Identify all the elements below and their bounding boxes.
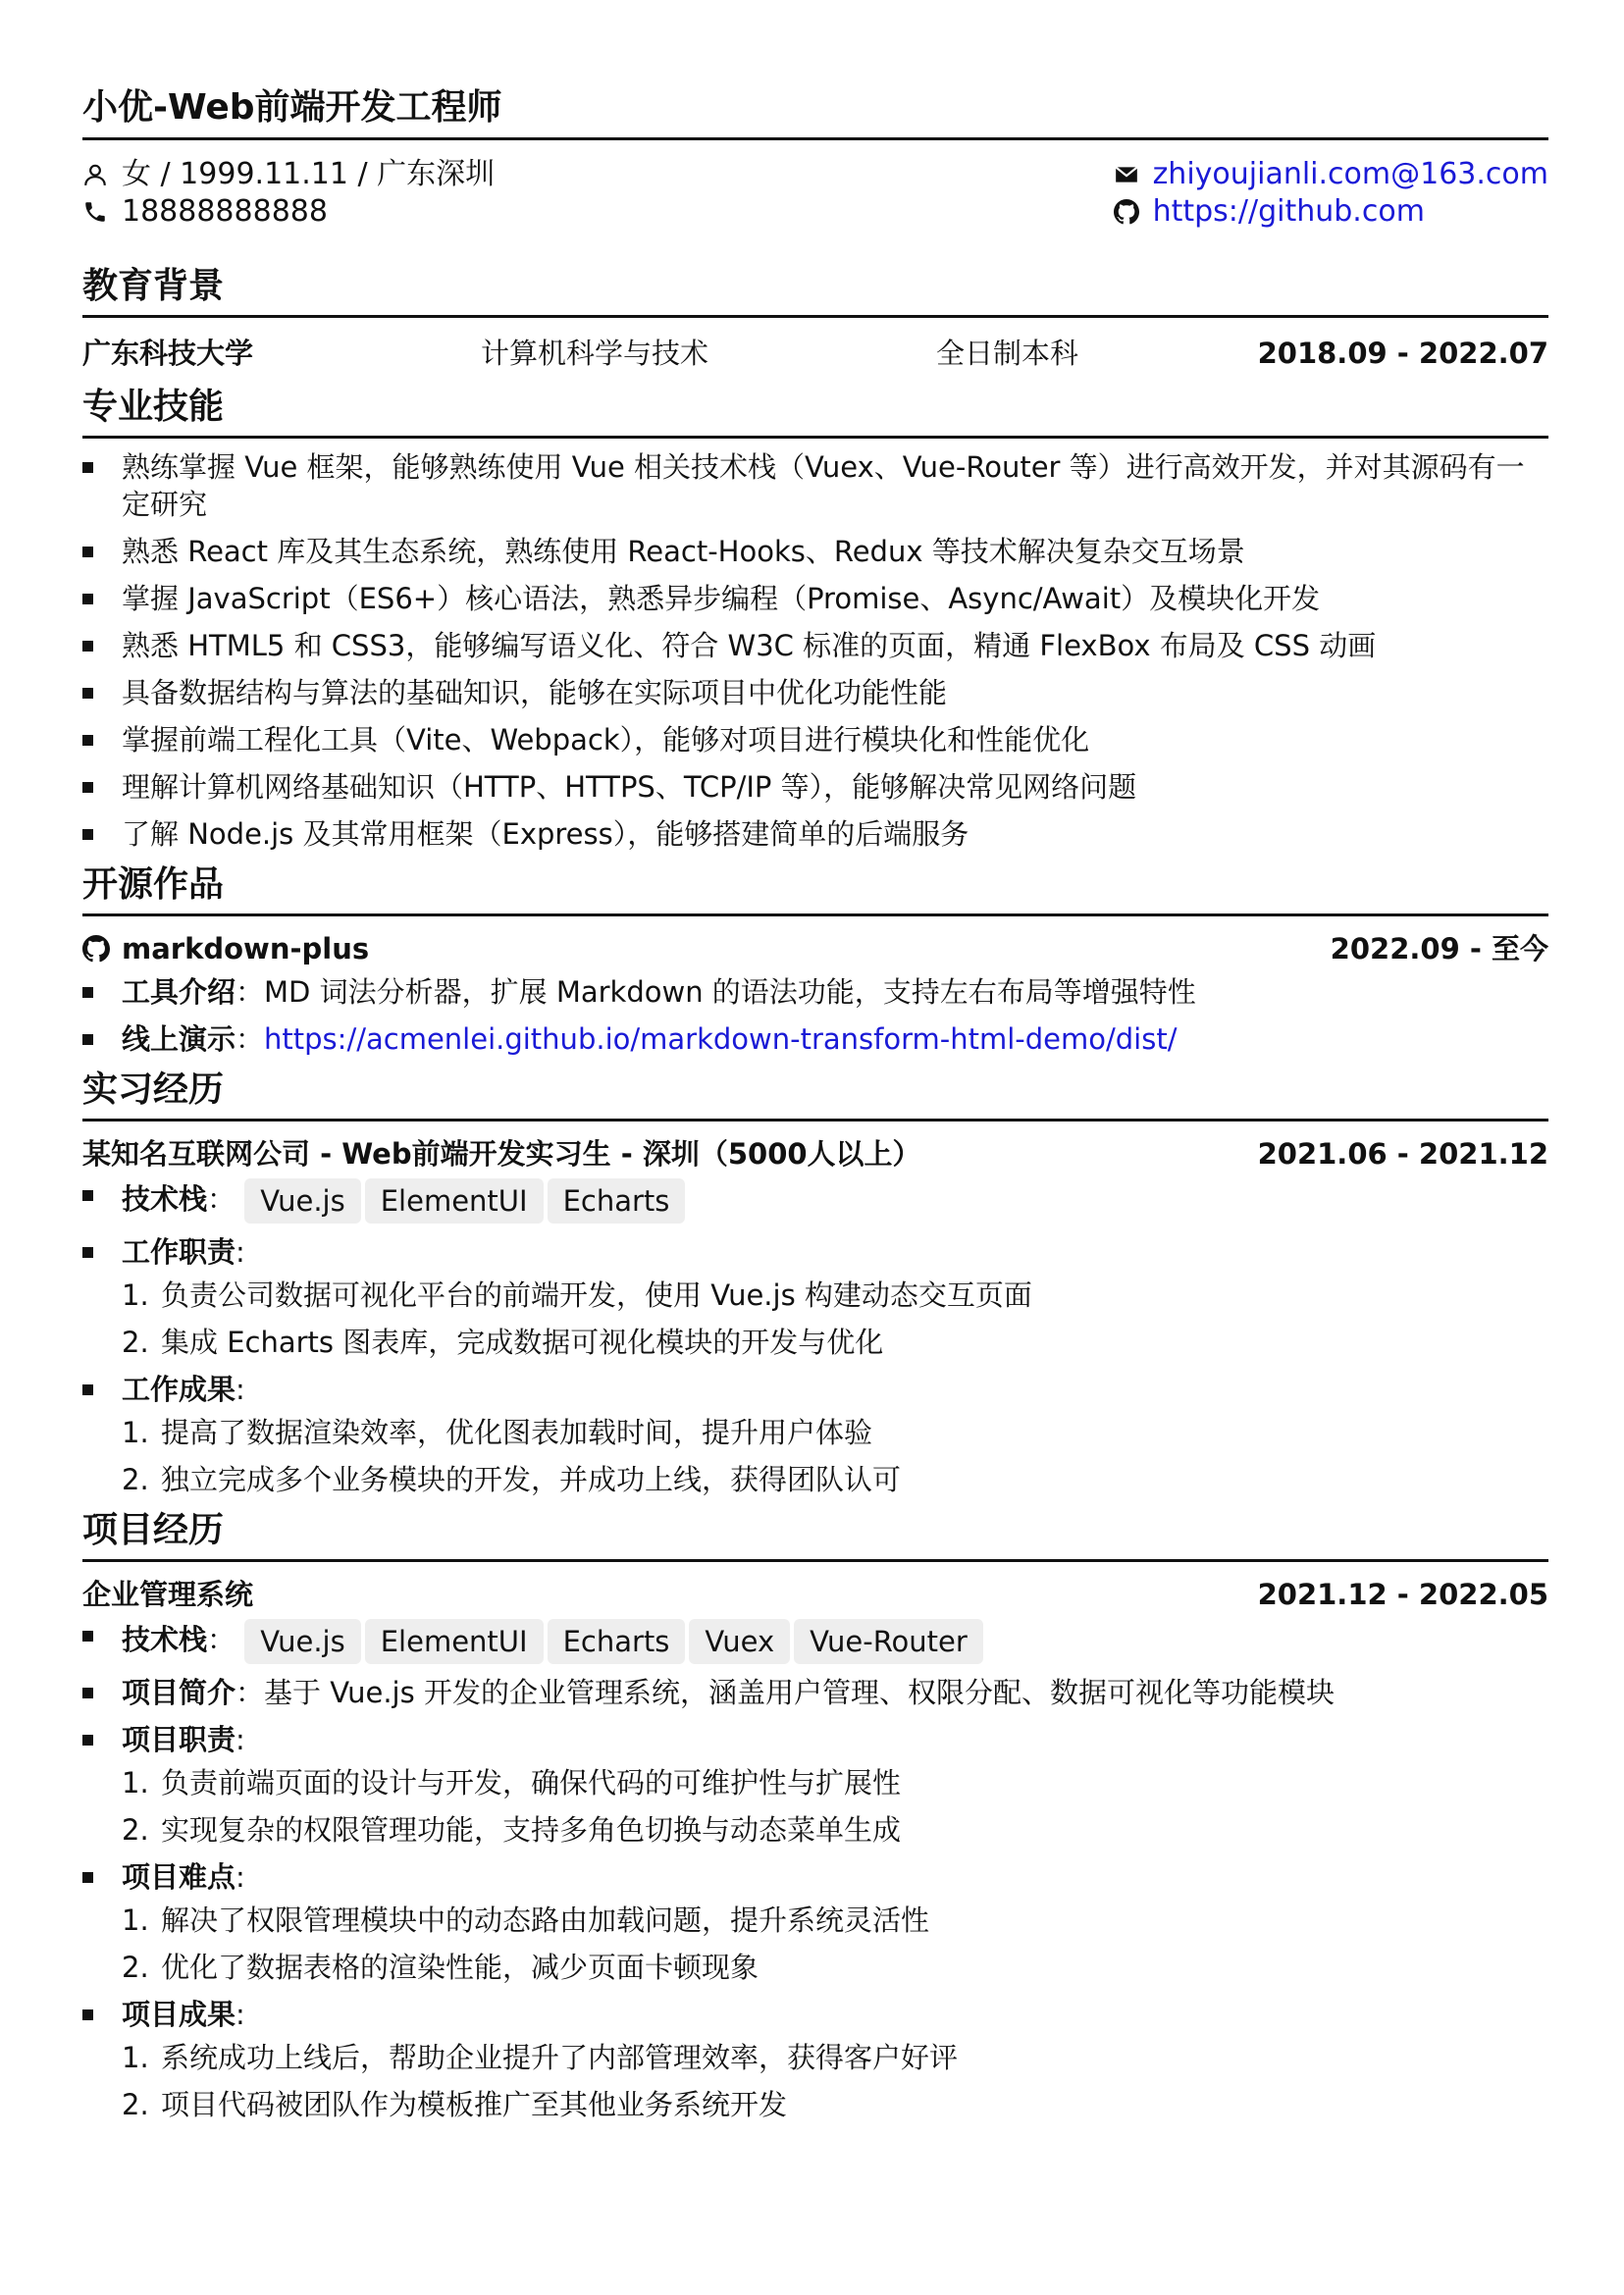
internship-results-list-wrap: [82, 1414, 1548, 1498]
opensource-date: 2022.09 - 至今: [1330, 932, 1548, 965]
project-results-list: [122, 2039, 1548, 2123]
opensource-head: [82, 930, 1548, 967]
education-heading: 教育背景: [82, 264, 1548, 318]
skill-item: 掌握前端工程化工具（Vite、Webpack），能够对项目进行模块化和性能优化: [82, 721, 1548, 758]
list-item: 2. 独立完成多个业务模块的开发，并成功上线，获得团队认可: [122, 1463, 902, 1496]
internship-duties: 工作职责:: [82, 1233, 1548, 1271]
github-icon: [82, 935, 110, 963]
list-item: 2. 优化了数据表格的渲染性能，减少页面卡顿现象: [122, 1951, 760, 1984]
tech-tag: Vue.js: [244, 1178, 360, 1224]
github-info: [1114, 193, 1548, 231]
internship-heading: 实习经历: [82, 1068, 1548, 1121]
skill-item: 具备数据结构与算法的基础知识，能够在实际项目中优化功能性能: [82, 674, 1548, 711]
skill-item: 熟练掌握 Vue 框架，能够熟练使用 Vue 相关技术栈（Vuex、Vue-Router 等）进行高效开发，并对其源码有一定研究: [82, 448, 1548, 523]
project-stack: 技术栈： Vue.js ElementUI Echarts Vuex Vue-Router: [82, 1617, 1548, 1664]
opensource-name: markdown-plus: [122, 932, 370, 965]
list-item: 1. 负责公司数据可视化平台的前端开发，使用 Vue.js 构建动态交互页面: [122, 1278, 1032, 1312]
phone-info: [82, 193, 495, 231]
list-item: 1. 解决了权限管理模块中的动态路由加载问题，提升系统灵活性: [122, 1904, 930, 1937]
phone-text: 18888888888: [122, 194, 328, 229]
personal-text: 女 / 1999.11.11 / 广东深圳: [122, 157, 496, 191]
tech-tag: Vue-Router: [794, 1619, 983, 1664]
opensource-list: [82, 973, 1548, 1058]
internship-results: 工作成果:: [82, 1371, 1548, 1408]
skill-item: 理解计算机网络基础知识（HTTP、HTTPS、TCP/IP 等），能够解决常见网络问题: [82, 768, 1548, 806]
skills-heading: 专业技能: [82, 385, 1548, 439]
internship-duties-list: [122, 1277, 1548, 1361]
project-difficulties-list-wrap: [82, 1902, 1548, 1986]
list-item: 2. 实现复杂的权限管理功能，支持多角色切换与动态菜单生成: [122, 1813, 902, 1847]
project-duties-list-wrap: [82, 1764, 1548, 1849]
tech-tag: Vue.js: [244, 1619, 360, 1664]
project-intro: 项目简介：基于 Vue.js 开发的企业管理系统，涵盖用户管理、权限分配、数据可视化等功能模块: [82, 1674, 1548, 1711]
opensource-demo: 线上演示：https://acmenlei.github.io/markdown-transform-html-demo/dist/: [82, 1020, 1548, 1058]
project-date: 2021.12 - 2022.05: [1257, 1578, 1548, 1611]
contact-info: [82, 156, 1548, 254]
skill-item: 掌握 JavaScript（ES6+）核心语法，熟悉异步编程（Promise、Async/Await）及模块化开发: [82, 580, 1548, 617]
internship-results-list: [122, 1414, 1548, 1498]
education-school: 广东科技大学: [82, 337, 254, 370]
project-list: [82, 1617, 1548, 2123]
internship-company: 某知名互联网公司 - Web前端开发实习生 - 深圳（5000人以上）: [82, 1137, 921, 1171]
project-heading: 项目经历: [82, 1508, 1548, 1562]
education-major: 计算机科学与技术: [481, 337, 709, 370]
email-info: [1114, 156, 1548, 193]
project-name: 企业管理系统: [82, 1578, 254, 1611]
skill-item: 熟悉 HTML5 和 CSS3，能够编写语义化、符合 W3C 标准的页面，精通 FlexBox 布局及 CSS 动画: [82, 627, 1548, 664]
education-date: 2018.09 - 2022.07: [1257, 337, 1548, 370]
tech-tag: Vuex: [689, 1619, 790, 1664]
github-icon: [1114, 199, 1139, 225]
email-link[interactable]: zhiyoujianli.com@163.com: [1152, 157, 1548, 191]
opensource-intro: 工具介绍：MD 词法分析器，扩展 Markdown 的语法功能，支持左右布局等增强特性: [82, 973, 1548, 1011]
phone-icon: [82, 199, 108, 225]
internship-date: 2021.06 - 2021.12: [1257, 1137, 1548, 1171]
education-degree: 全日制本科: [936, 337, 1079, 370]
demo-link[interactable]: https://acmenlei.github.io/markdown-transform-html-demo/dist/: [264, 1022, 1178, 1056]
internship-stack: 技术栈： Vue.js ElementUI Echarts: [82, 1176, 1548, 1224]
tech-tag: ElementUI: [365, 1619, 544, 1664]
project-results-list-wrap: [82, 2039, 1548, 2123]
list-item: 1. 提高了数据渲染效率，优化图表加载时间，提升用户体验: [122, 1416, 873, 1449]
internship-head: [82, 1135, 1548, 1173]
resume-page: [82, 84, 1548, 2133]
personal-info: [82, 156, 495, 193]
tech-tag: Echarts: [548, 1178, 686, 1224]
list-item: 2. 项目代码被团队作为模板推广至其他业务系统开发: [122, 2088, 788, 2121]
list-item: 2. 集成 Echarts 图表库，完成数据可视化模块的开发与优化: [122, 1326, 884, 1359]
internship-duties-list-wrap: [82, 1277, 1548, 1361]
resume-title: 小优-Web前端开发工程师: [82, 84, 1548, 140]
internship-list: [82, 1176, 1548, 1498]
project-results: 项目成果:: [82, 1996, 1548, 2033]
skill-item: 熟悉 React 库及其生态系统，熟练使用 React-Hooks、Redux 等技术解决复杂交互场景: [82, 533, 1548, 570]
project-duties-list: [122, 1764, 1548, 1849]
mail-icon: [1114, 162, 1139, 187]
tech-tag: ElementUI: [365, 1178, 544, 1224]
list-item: 1. 负责前端页面的设计与开发，确保代码的可维护性与扩展性: [122, 1766, 902, 1799]
github-link[interactable]: https://github.com: [1152, 194, 1425, 229]
user-icon: [82, 162, 108, 187]
education-row: [82, 336, 1548, 371]
list-item: 1. 系统成功上线后，帮助企业提升了内部管理效率，获得客户好评: [122, 2041, 959, 2074]
skill-item: 了解 Node.js 及其常用框架（Express），能够搭建简单的后端服务: [82, 815, 1548, 853]
opensource-heading: 开源作品: [82, 862, 1548, 916]
project-head: [82, 1576, 1548, 1613]
skills-list: [82, 448, 1548, 853]
project-duties: 项目职责:: [82, 1721, 1548, 1758]
project-difficulties-list: [122, 1902, 1548, 1986]
tech-tag: Echarts: [548, 1619, 686, 1664]
project-difficulties: 项目难点:: [82, 1858, 1548, 1896]
